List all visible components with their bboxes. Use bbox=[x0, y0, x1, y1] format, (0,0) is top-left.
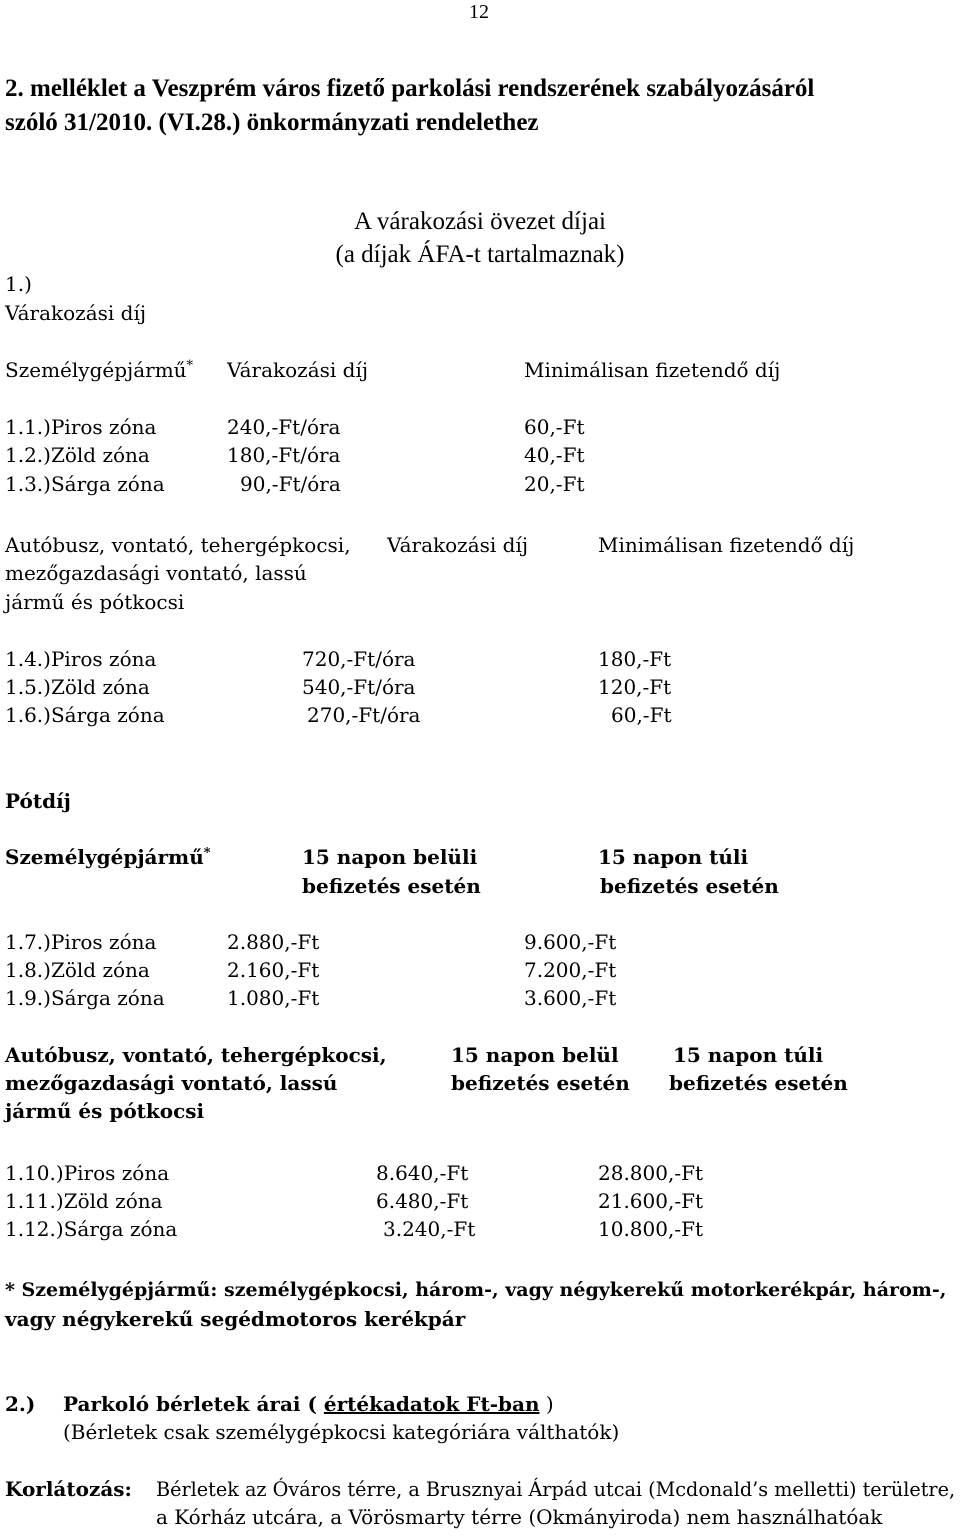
car-surcharge-beyond-header-1: 15 napon túli bbox=[598, 845, 749, 869]
section2-number: 2.) bbox=[5, 1392, 36, 1416]
table-row-within: 6.480,-Ft bbox=[376, 1189, 469, 1213]
table-row-beyond: 10.800,-Ft bbox=[598, 1217, 704, 1241]
table-row-beyond: 3.600,-Ft bbox=[524, 986, 617, 1010]
table-row-zone: 1.8.)Zöld zóna bbox=[5, 958, 150, 982]
car-waiting-min-header: Minimálisan fizetendő díj bbox=[524, 358, 781, 382]
table-row-min: 180,-Ft bbox=[598, 647, 672, 671]
table-row-within: 2.880,-Ft bbox=[227, 930, 320, 954]
table-row-zone: 1.2.)Zöld zóna bbox=[5, 443, 150, 467]
footnote-line-2: vagy négykerekű segédmotoros kerékpár bbox=[5, 1307, 466, 1331]
table-row-min: 40,-Ft bbox=[524, 443, 585, 467]
footnote-star: * bbox=[186, 358, 194, 374]
table-row-zone: 1.4.)Piros zóna bbox=[5, 647, 157, 671]
footnote-star: * bbox=[203, 845, 211, 861]
page-number: 12 bbox=[469, 1, 489, 23]
bus-surcharge-vehicle-header-2: mezőgazdasági vontató, lassú bbox=[5, 1071, 338, 1095]
bus-surcharge-vehicle-header-1: Autóbusz, vontató, tehergépkocsi, bbox=[5, 1043, 387, 1067]
table-row-beyond: 21.600,-Ft bbox=[598, 1189, 704, 1213]
table-row-within: 1.080,-Ft bbox=[227, 986, 320, 1010]
table-row-within: 2.160,-Ft bbox=[227, 958, 320, 982]
table-row-beyond: 9.600,-Ft bbox=[524, 930, 617, 954]
table-row-min: 120,-Ft bbox=[598, 675, 672, 699]
table-row-zone: 1.9.)Sárga zóna bbox=[5, 986, 165, 1010]
table-row-zone: 1.3.)Sárga zóna bbox=[5, 472, 165, 496]
section1-number: 1.) bbox=[5, 272, 32, 296]
table-row-zone: 1.11.)Zöld zóna bbox=[5, 1189, 163, 1213]
restrictions-line-2: a Kórház utcára, a Vörösmarty térre (Okmányiroda) nem használhatóak bbox=[156, 1505, 883, 1529]
table-row-zone: 1.10.)Piros zóna bbox=[5, 1161, 170, 1185]
table-row-zone: 1.6.)Sárga zóna bbox=[5, 703, 165, 727]
bus-waiting-vehicle-header-3: jármű és pótkocsi bbox=[5, 590, 185, 614]
table-row-zone: 1.12.)Sárga zóna bbox=[5, 1217, 178, 1241]
car-surcharge-beyond-header-2: befizetés esetén bbox=[600, 874, 779, 898]
table-row-fee: 180,-Ft/óra bbox=[227, 443, 341, 467]
table-row-within: 3.240,-Ft bbox=[383, 1217, 476, 1241]
bus-surcharge-beyond-header-2: befizetés esetén bbox=[669, 1071, 848, 1095]
table-row-fee: 90,-Ft/óra bbox=[240, 472, 341, 496]
table-row-fee: 720,-Ft/óra bbox=[302, 647, 416, 671]
bus-surcharge-vehicle-header-3: jármű és pótkocsi bbox=[5, 1099, 205, 1123]
section1-label: Várakozási díj bbox=[5, 301, 147, 325]
bus-waiting-vehicle-header-2: mezőgazdasági vontató, lassú bbox=[5, 561, 307, 585]
section2-subtitle: (Bérletek csak személygépkocsi kategóriára válthatók) bbox=[63, 1420, 620, 1444]
bus-surcharge-within-header-2: befizetés esetén bbox=[451, 1071, 630, 1095]
bus-waiting-min-header: Minimálisan fizetendő díj bbox=[598, 533, 855, 557]
table-row-beyond: 7.200,-Ft bbox=[524, 958, 617, 982]
bus-surcharge-beyond-header-1: 15 napon túli bbox=[673, 1043, 824, 1067]
table-row-min: 60,-Ft bbox=[611, 703, 672, 727]
fees-title-line-1: A várakozási övezet díjai bbox=[354, 208, 606, 235]
car-surcharge-within-header-2: befizetés esetén bbox=[302, 874, 481, 898]
restrictions-label: Korlátozás: bbox=[5, 1477, 132, 1501]
section2-title: Parkoló bérletek árai ( értékadatok Ft-ban ) bbox=[63, 1392, 554, 1416]
table-row-fee: 240,-Ft/óra bbox=[227, 415, 341, 439]
table-row-min: 60,-Ft bbox=[524, 415, 585, 439]
fees-title-line-2: (a díjak ÁFA-t tartalmaznak) bbox=[335, 241, 625, 268]
car-waiting-fee-header: Várakozási díj bbox=[227, 358, 369, 382]
table-row-zone: 1.7.)Piros zóna bbox=[5, 930, 157, 954]
bus-waiting-vehicle-header-1: Autóbusz, vontató, tehergépkocsi, bbox=[5, 533, 351, 557]
table-row-beyond: 28.800,-Ft bbox=[598, 1161, 704, 1185]
table-row-fee: 270,-Ft/óra bbox=[307, 703, 421, 727]
car-surcharge-vehicle-header: Személygépjármű* bbox=[5, 845, 211, 869]
car-waiting-vehicle-header: Személygépjármű* bbox=[5, 358, 194, 382]
table-row-zone: 1.5.)Zöld zóna bbox=[5, 675, 150, 699]
surcharge-title: Pótdíj bbox=[5, 789, 71, 813]
table-row-fee: 540,-Ft/óra bbox=[302, 675, 416, 699]
table-row-zone: 1.1.)Piros zóna bbox=[5, 415, 157, 439]
table-row-within: 8.640,-Ft bbox=[376, 1161, 469, 1185]
footnote-line-1: * Személygépjármű: személygépkocsi, három-, vagy négykerekű motorkerékpár, három-, bbox=[5, 1279, 947, 1301]
heading-line-2: szóló 31/2010. (VI.28.) önkormányzati rendelethez bbox=[5, 109, 539, 136]
bus-waiting-fee-header: Várakozási díj bbox=[387, 533, 529, 557]
bus-surcharge-within-header-1: 15 napon belül bbox=[451, 1043, 619, 1067]
heading-line-1: 2. melléklet a Veszprém város fizető parkolási rendszerének szabályozásáról bbox=[5, 75, 815, 102]
restrictions-line-1: Bérletek az Óváros térre, a Brusznyai Árpád utcai (Mcdonald’s melletti) területre, bbox=[156, 1477, 956, 1501]
table-row-min: 20,-Ft bbox=[524, 472, 585, 496]
car-surcharge-within-header-1: 15 napon belüli bbox=[302, 845, 478, 869]
